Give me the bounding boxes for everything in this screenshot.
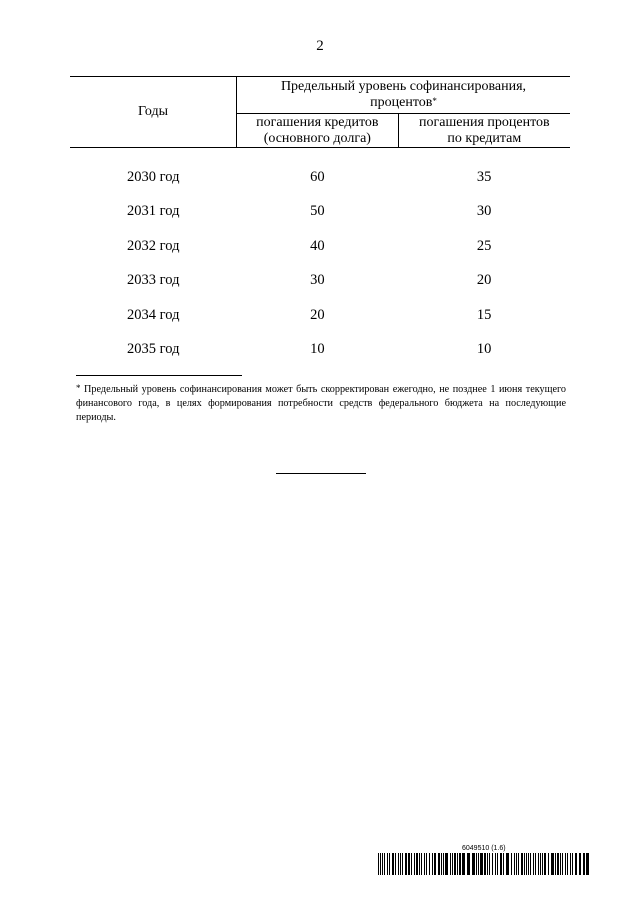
barcode-bar [516, 853, 517, 875]
barcode-bar [452, 853, 453, 875]
barcode-bar [538, 853, 539, 875]
barcode-bar [535, 853, 536, 875]
interest-header-line2: по кредитам [447, 130, 522, 146]
table-row [70, 264, 570, 299]
footnote-mark: * [432, 96, 437, 106]
cofinancing-header-line2: процентов [370, 95, 433, 110]
barcode-bar [533, 853, 534, 875]
table-row [70, 229, 570, 264]
principal-header [237, 114, 399, 148]
interest-cell: 10 [476, 341, 492, 358]
barcode-bar [384, 853, 385, 875]
barcode-bar [421, 853, 422, 875]
years-header: Годы [70, 77, 237, 148]
barcode-bar [495, 853, 496, 875]
principal-cell: 20 [310, 306, 325, 323]
table-row [70, 195, 570, 230]
barcode-bar [489, 853, 490, 875]
footnote-separator [76, 375, 242, 376]
barcode-bar [472, 853, 475, 875]
barcode-bar [454, 853, 456, 875]
principal-cell: 40 [310, 237, 325, 254]
interest-cell: 35 [476, 168, 492, 185]
table-row [70, 333, 570, 368]
year-cell: 2031 год [127, 203, 180, 220]
principal-cell: 60 [310, 168, 325, 185]
barcode-bar [426, 853, 427, 875]
barcode-bar [443, 853, 444, 875]
barcode-bar [438, 853, 440, 875]
barcode-bar [560, 853, 561, 875]
barcode-bar [484, 853, 486, 875]
cofinancing-level-header [237, 77, 571, 114]
barcode-bar [419, 853, 420, 875]
barcode-bar [432, 853, 433, 875]
barcode-bar [503, 853, 504, 875]
barcode-bar [528, 853, 529, 875]
barcode-bar [500, 853, 502, 875]
interest-header-line1: погашения процентов [419, 114, 550, 130]
barcode-bar [492, 853, 493, 875]
barcode-bar [467, 853, 470, 875]
barcode-bar [462, 853, 465, 875]
barcode-bar [405, 853, 407, 875]
end-of-document-line [276, 473, 366, 474]
table-row [70, 298, 570, 333]
year-cell: 2032 год [127, 237, 180, 254]
barcode-bar [408, 853, 410, 875]
barcode-bar [572, 853, 573, 875]
barcode-bar [518, 853, 519, 875]
footnote-marker: * [76, 383, 81, 393]
barcode-bar [542, 853, 543, 875]
interest-cell: 30 [476, 203, 492, 220]
barcode-bar [411, 853, 412, 875]
barcode-bar [395, 853, 396, 875]
interest-header [398, 114, 570, 148]
barcode-bar [478, 853, 479, 875]
barcode-bar [557, 853, 559, 875]
barcode-bar [521, 853, 523, 875]
barcode-bar [387, 853, 388, 875]
interest-cell: 15 [476, 306, 492, 323]
principal-cell: 10 [310, 341, 325, 358]
barcode-bar [565, 853, 566, 875]
barcode-bar [459, 853, 461, 875]
principal-header-line1: погашения кредитов [256, 114, 379, 130]
barcode-bar [511, 853, 512, 875]
barcode-bar [476, 853, 477, 875]
page-number: 2 [316, 38, 324, 54]
barcode-bar [579, 853, 581, 875]
barcode-bar [380, 853, 381, 875]
interest-cell: 20 [476, 272, 492, 289]
barcode-bar [524, 853, 525, 875]
barcode-bar [398, 853, 399, 875]
barcode-bar [441, 853, 442, 875]
barcode-bar [514, 853, 515, 875]
barcode-bar [434, 853, 436, 875]
table-body [70, 148, 570, 368]
footnote-text: Предельный уровень софинансирования может быть скорректирован ежегодно, не позднее 1 июня текущего финансового года, в целях формирования потребности средств федерального бюджета на последующие периоды. [76, 384, 566, 423]
barcode-bar [378, 853, 379, 875]
barcode-id: 6049510 (1.6) [462, 845, 506, 852]
barcode-bar [586, 853, 589, 875]
barcode-bar [445, 853, 448, 875]
principal-cell: 50 [310, 203, 325, 220]
barcode-bar [392, 853, 394, 875]
barcode-bar [526, 853, 527, 875]
barcode [378, 853, 590, 875]
cofinancing-table [70, 76, 570, 367]
barcode-bar [575, 853, 577, 875]
interest-cell: 25 [476, 237, 492, 254]
barcode-bar [555, 853, 556, 875]
barcode-bar [567, 853, 568, 875]
barcode-bar [402, 853, 403, 875]
year-cell: 2035 год [127, 341, 180, 358]
principal-cell: 30 [310, 272, 325, 289]
barcode-bar [562, 853, 563, 875]
barcode-bar [548, 853, 549, 875]
barcode-bar [551, 853, 554, 875]
barcode-bar [429, 853, 430, 875]
barcode-bar [506, 853, 509, 875]
barcode-bar [480, 853, 483, 875]
barcode-bar [389, 853, 390, 875]
year-cell: 2030 год [127, 168, 180, 185]
year-cell: 2034 год [127, 306, 180, 323]
barcode-bar [487, 853, 488, 875]
barcode-bar [382, 853, 383, 875]
year-cell: 2033 год [127, 272, 180, 289]
footnote [76, 383, 566, 425]
barcode-bar [400, 853, 401, 875]
barcode-bar [570, 853, 571, 875]
barcode-bar [414, 853, 415, 875]
principal-header-line2: (основного долга) [263, 130, 371, 146]
barcode-bar [544, 853, 546, 875]
barcode-bar [457, 853, 458, 875]
barcode-bar [583, 853, 585, 875]
table-row [70, 160, 570, 195]
cofinancing-header-line1: Предельный уровень софинансирования, [280, 79, 527, 94]
barcode-bar [424, 853, 425, 875]
barcode-bar [540, 853, 541, 875]
barcode-bar [497, 853, 498, 875]
barcode-bar [530, 853, 531, 875]
barcode-bar [416, 853, 418, 875]
barcode-bar [450, 853, 451, 875]
